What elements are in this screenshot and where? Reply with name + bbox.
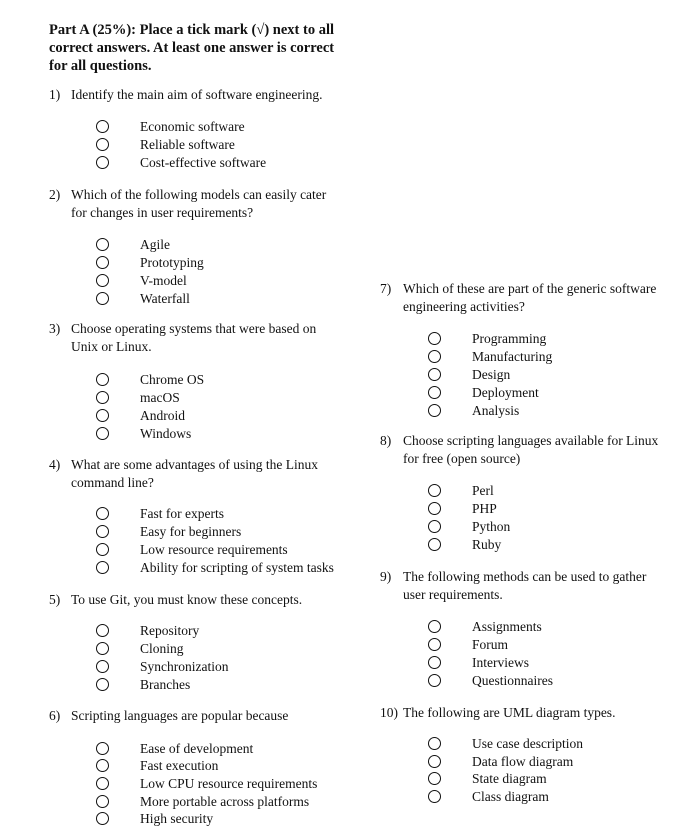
radio-circle-icon[interactable] — [96, 660, 109, 673]
option-label: Waterfall — [140, 291, 190, 306]
option-label: High security — [140, 811, 214, 826]
radio-circle-icon[interactable] — [428, 520, 441, 533]
question-number: 8) — [380, 433, 392, 448]
option-label: Synchronization — [140, 659, 229, 674]
radio-circle-icon[interactable] — [428, 386, 441, 399]
radio-circle-icon[interactable] — [96, 292, 109, 305]
option-label: Design — [472, 367, 511, 382]
question-5 — [49, 591, 339, 609]
radio-circle-icon[interactable] — [96, 156, 109, 169]
question-10 — [380, 704, 665, 722]
option-label: Low resource requirements — [140, 542, 288, 557]
question-text: Choose scripting languages available for Linux for free (open source) — [403, 433, 659, 466]
option-label: Interviews — [472, 655, 529, 670]
radio-circle-icon[interactable] — [428, 502, 441, 515]
radio-circle-icon[interactable] — [96, 274, 109, 287]
radio-circle-icon[interactable] — [428, 737, 441, 750]
radio-circle-icon[interactable] — [96, 373, 109, 386]
question-9 — [380, 568, 665, 604]
radio-circle-icon[interactable] — [428, 772, 441, 785]
radio-circle-icon[interactable] — [428, 368, 441, 381]
option-label: Cost-effective software — [140, 155, 267, 170]
option-label: Chrome OS — [140, 372, 205, 387]
radio-circle-icon[interactable] — [96, 561, 109, 574]
radio-circle-icon[interactable] — [96, 238, 109, 251]
radio-circle-icon[interactable] — [96, 427, 109, 440]
option-label: Agile — [140, 237, 170, 252]
option-label: Perl — [472, 483, 494, 498]
radio-circle-icon[interactable] — [96, 777, 109, 790]
question-4 — [49, 456, 339, 492]
option-label: Windows — [140, 426, 192, 441]
option-label: Low CPU resource requirements — [140, 776, 318, 791]
question-text: Which of the following models can easily cater for changes in user requirements? — [71, 187, 327, 220]
option-label: Programming — [472, 331, 547, 346]
radio-circle-icon[interactable] — [428, 620, 441, 633]
option-label: Repository — [140, 623, 200, 638]
question-number: 9) — [380, 569, 392, 584]
question-number: 6) — [49, 708, 61, 723]
radio-circle-icon[interactable] — [96, 120, 109, 133]
radio-circle-icon[interactable] — [428, 790, 441, 803]
instructions-header: Part A (25%): Place a tick mark (√) next to all correct answers. At least one answer is correct for all questions. — [49, 22, 335, 74]
radio-circle-icon[interactable] — [96, 256, 109, 269]
question-text: Which of these are part of the generic software engineering activities? — [403, 281, 657, 314]
question-number: 3) — [49, 321, 61, 336]
question-text: The following methods can be used to gather user requirements. — [403, 569, 647, 602]
option-label: Deployment — [472, 385, 539, 400]
question-6 — [49, 707, 339, 725]
question-number: 7) — [380, 281, 392, 296]
option-label: Branches — [140, 677, 191, 692]
radio-circle-icon[interactable] — [96, 759, 109, 772]
option-label: Ease of development — [140, 741, 254, 756]
option-label: State diagram — [472, 771, 547, 786]
radio-circle-icon[interactable] — [428, 638, 441, 651]
option-label: Data flow diagram — [472, 754, 574, 769]
option-label: Android — [140, 408, 185, 423]
option-label: Reliable software — [140, 137, 235, 152]
question-1 — [49, 86, 339, 104]
option-label: Use case description — [472, 736, 583, 751]
radio-circle-icon[interactable] — [96, 678, 109, 691]
radio-circle-icon[interactable] — [96, 138, 109, 151]
radio-circle-icon[interactable] — [96, 525, 109, 538]
radio-circle-icon[interactable] — [96, 642, 109, 655]
option-label: Prototyping — [140, 255, 204, 270]
radio-circle-icon[interactable] — [428, 404, 441, 417]
option-label: Cloning — [140, 641, 184, 656]
option-label: Fast for experts — [140, 506, 224, 521]
option-label: Questionnaires — [472, 673, 553, 688]
question-number: 1) — [49, 87, 61, 102]
option-label: V-model — [140, 273, 187, 288]
option-label: Class diagram — [472, 789, 549, 804]
question-2 — [49, 186, 339, 222]
option-label: Assignments — [472, 619, 542, 634]
radio-circle-icon[interactable] — [96, 543, 109, 556]
radio-circle-icon[interactable] — [428, 484, 441, 497]
question-text: Choose operating systems that were based on Unix or Linux. — [71, 321, 317, 354]
question-number: 2) — [49, 187, 61, 202]
question-text: Identify the main aim of software engineering. — [71, 87, 323, 102]
option-label: Ruby — [472, 537, 502, 552]
option-label: Ability for scripting of system tasks — [140, 560, 334, 575]
option-label: macOS — [140, 390, 180, 405]
radio-circle-icon[interactable] — [428, 656, 441, 669]
radio-circle-icon[interactable] — [428, 755, 441, 768]
option-label: Forum — [472, 637, 509, 652]
option-label: Manufacturing — [472, 349, 553, 364]
radio-circle-icon[interactable] — [96, 812, 109, 825]
question-number: 4) — [49, 457, 61, 472]
radio-circle-icon[interactable] — [96, 391, 109, 404]
option-label: Economic software — [140, 119, 245, 134]
radio-circle-icon[interactable] — [96, 507, 109, 520]
question-number: 5) — [49, 592, 61, 607]
question-3 — [49, 320, 339, 356]
radio-circle-icon[interactable] — [96, 624, 109, 637]
option-label: Analysis — [472, 403, 520, 418]
option-label: Easy for beginners — [140, 524, 242, 539]
question-text: To use Git, you must know these concepts. — [71, 592, 303, 607]
option-label: Python — [472, 519, 511, 534]
question-number: 10) — [380, 705, 398, 720]
radio-circle-icon[interactable] — [96, 742, 109, 755]
radio-circle-icon[interactable] — [96, 795, 109, 808]
question-text: The following are UML diagram types. — [403, 705, 616, 720]
question-text: What are some advantages of using the Linux command line? — [71, 457, 319, 490]
option-label: Fast execution — [140, 758, 219, 773]
option-label: More portable across platforms — [140, 794, 310, 809]
option-label: PHP — [472, 501, 497, 516]
question-text: Scripting languages are popular because — [71, 708, 289, 723]
question-8 — [380, 432, 665, 468]
radio-circle-icon[interactable] — [428, 332, 441, 345]
radio-circle-icon[interactable] — [428, 674, 441, 687]
question-7 — [380, 280, 665, 316]
radio-circle-icon[interactable] — [428, 538, 441, 551]
radio-circle-icon[interactable] — [428, 350, 441, 363]
radio-circle-icon[interactable] — [96, 409, 109, 422]
